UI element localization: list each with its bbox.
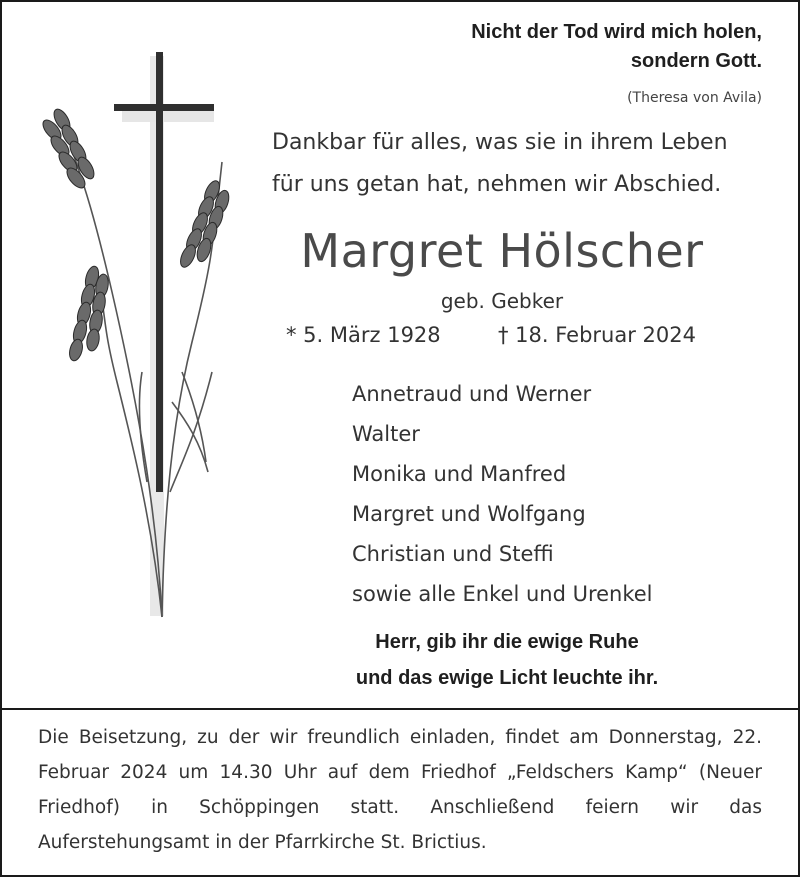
mourner-item: sowie alle Enkel und Urenkel <box>352 582 653 606</box>
intro-line-1: Dankbar für alles, was sie in ihrem Leben <box>272 130 728 155</box>
mourner-item: Walter <box>352 422 420 446</box>
motto-line-1: Nicht der Tod wird mich holen, <box>471 21 762 43</box>
intro-line-2: für uns getan hat, nehmen wir Abschied. <box>272 172 722 197</box>
mourners-list <box>352 374 653 614</box>
intro-text <box>272 122 728 206</box>
mourner-item: Margret und Wolfgang <box>352 502 586 526</box>
mourner-item: Annetraud und Werner <box>352 382 592 406</box>
prayer-line-2: und das ewige Licht leuchte ihr. <box>355 667 659 689</box>
funeral-notice: Die Beisetzung, zu der wir freundlich einladen, findet am Donnerstag, 22. Februar 2024 um 14.30 Uhr auf dem Friedhof „Feldschers Kamp“ (Neuer Friedhof) in Schöppingen statt. Anschließend feiern wir das Auferstehungsamt in der Pfarrkirche St. Brictius. <box>38 727 762 853</box>
motto-quote <box>471 18 762 76</box>
mourner-item: Christian und Steffi <box>352 542 554 566</box>
divider <box>2 708 798 710</box>
prayer-line-1: Herr, gib ihr die ewige Ruhe <box>375 631 639 653</box>
death-date: † 18. Februar 2024 <box>498 323 696 347</box>
quote-author: (Theresa von Avila) <box>627 90 762 106</box>
motto-line-2: sondern Gott. <box>630 50 762 72</box>
maiden-name: geb. Gebker <box>440 289 564 313</box>
deceased-name: Margret Hölscher <box>300 224 704 278</box>
prayer <box>212 624 800 696</box>
birth-date: * 5. März 1928 <box>286 323 441 347</box>
cross-with-wheat-icon <box>22 42 242 632</box>
mourner-item: Monika und Manfred <box>352 462 567 486</box>
